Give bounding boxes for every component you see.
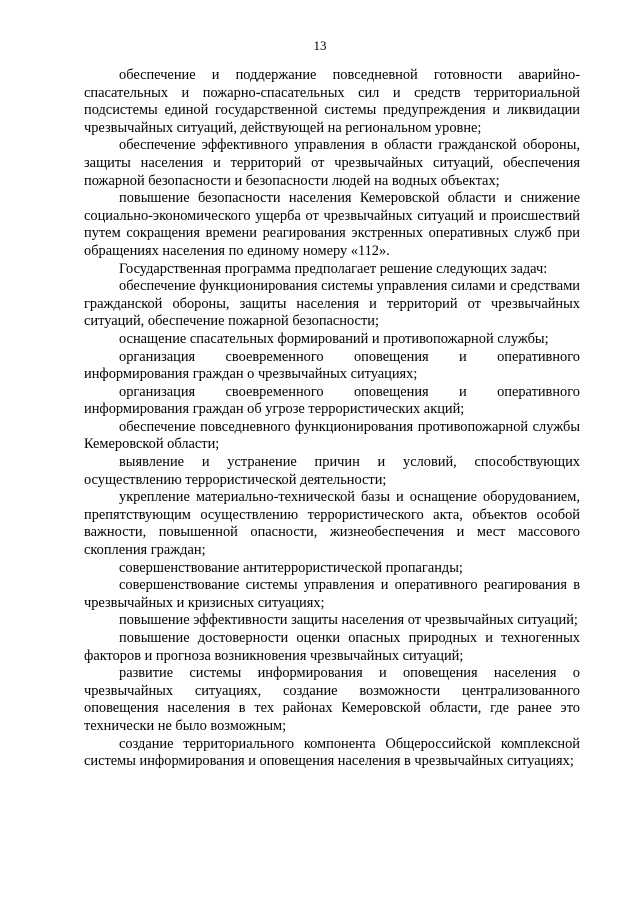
document-body <box>84 67 580 771</box>
paragraph: повышение эффективности защиты населения от чрезвычайных ситуаций; <box>119 612 578 629</box>
page-number: 13 <box>313 38 327 53</box>
paragraph: оснащение спасательных формирований и противопожарной службы; <box>119 330 549 347</box>
paragraph: обеспечение функционирования системы управления силами и средствами гражданской обороны, защиты населения и территорий от чрезвычайных ситуаций, обеспечение пожарной безопасности; <box>84 278 580 330</box>
paragraph: выявление и устранение причин и условий, способствующих осуществлению террористической деятельности; <box>84 454 580 488</box>
paragraph: организация своевременного оповещения и оперативного информирования граждан об угрозе террористических акций; <box>84 383 580 418</box>
paragraph: организация своевременного оповещения и оперативного информирования граждан о чрезвычайных ситуациях; <box>84 348 580 383</box>
paragraph: повышение безопасности населения Кемеровской области и снижение социально-экономического ущерба от чрезвычайных ситуаций и происшествий путем сокращения времени реагирования экстренных оперативных служб при обращениях населения по единому номеру «112». <box>84 190 580 259</box>
paragraph: обеспечение повседневного функционирования противопожарной службы Кемеровской области; <box>84 418 580 453</box>
paragraph: создание территориального компонента Общероссийской комплексной системы информирования и оповещения населения в чрезвычайных ситуациях; <box>84 735 580 770</box>
paragraph: укрепление материально-технической базы и оснащение оборудованием, препятствующим осуществлению террористического акта, объектов особой важности, повышенной опасности, жизнеобеспечения и мест массового скопления граждан; <box>84 489 580 559</box>
paragraph: обеспечение эффективного управления в области гражданской обороны, защиты населения и территорий от чрезвычайных ситуаций, обеспечения пожарной безопасности и безопасности людей на водных объектах; <box>84 137 580 189</box>
paragraph: Государственная программа предполагает решение следующих задач: <box>119 260 548 277</box>
paragraph: совершенствование антитеррористической пропаганды; <box>119 559 463 576</box>
paragraph: развитие системы информирования и оповещения населения о чрезвычайных ситуациях, создание возможности централизованного оповещения населения в тех районах Кемеровской области, где ранее это технически не было возможным; <box>84 665 580 734</box>
paragraph: обеспечение и поддержание повседневной готовности аварийно-спасательных и пожарно-спасательных сил и средств территориальной подсистемы единой государственной системы предупреждения и ликвидации чрезвычайных ситуаций, действующей на региональном уровне; <box>84 67 580 136</box>
paragraph: повышение достоверности оценки опасных природных и техногенных факторов и прогноза возникновения чрезвычайных ситуаций; <box>84 630 580 664</box>
paragraph: совершенствование системы управления и оперативного реагирования в чрезвычайных и кризисных ситуациях; <box>84 577 580 611</box>
